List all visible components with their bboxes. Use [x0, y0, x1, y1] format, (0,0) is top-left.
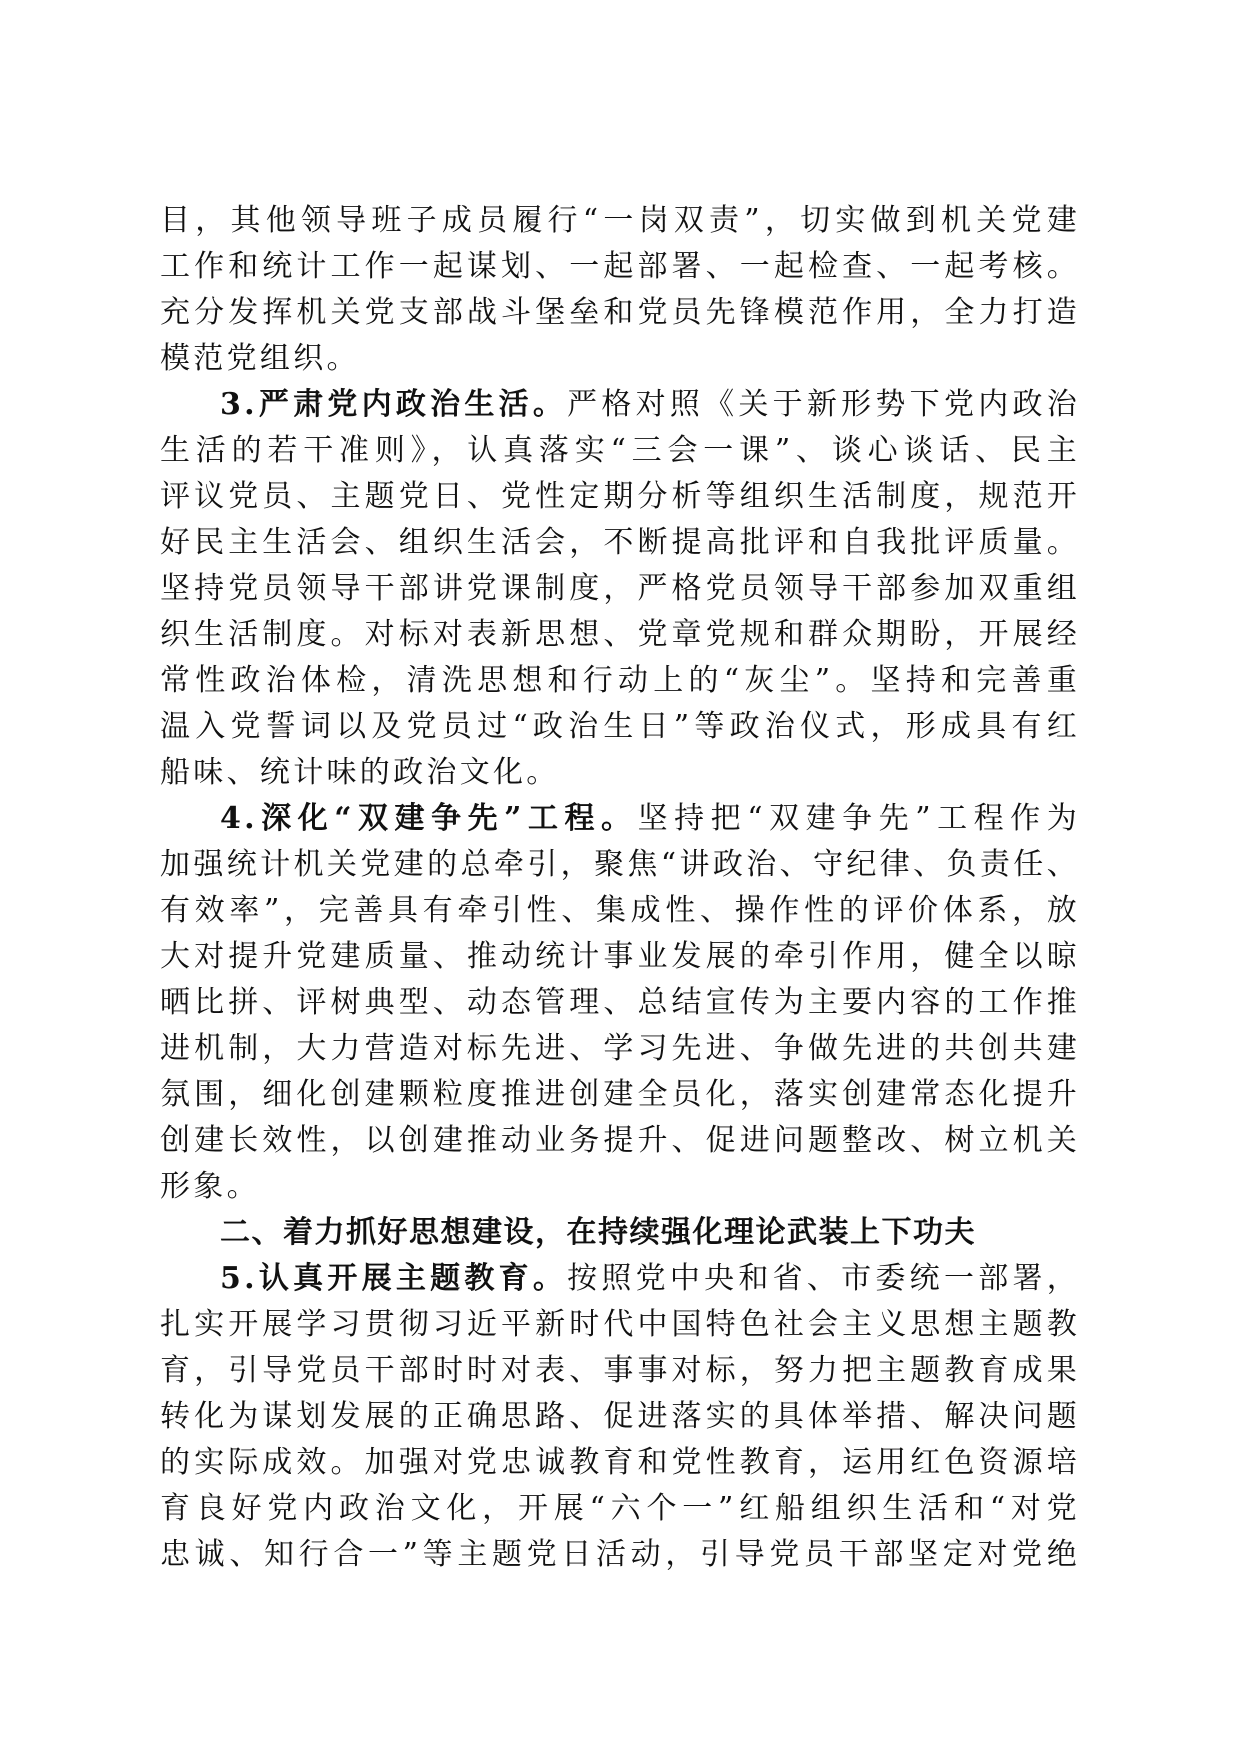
text-line: 进机制，大力营造对标先进、学习先进、争做先进的共创共建	[160, 1031, 1080, 1066]
item-heading: 3.严肃党内政治生活。	[220, 387, 568, 422]
paragraph	[160, 1256, 1080, 1578]
text-run: 严格对照《关于新形势下党内政治	[567, 387, 1080, 422]
text-line: 育良好党内政治文化，开展“六个一”红船组织生活和“对党	[160, 1491, 1080, 1526]
text-line	[160, 1256, 1080, 1302]
text-line: 创建长效性，以创建推动业务提升、促进问题整改、树立机关	[160, 1123, 1080, 1158]
text-line: 织生活制度。对标对表新思想、党章党规和群众期盼，开展经	[160, 617, 1080, 652]
text-line: 扎实开展学习贯彻习近平新时代中国特色社会主义思想主题教	[160, 1307, 1080, 1342]
text-line: 船味、统计味的政治文化。	[160, 755, 560, 790]
text-line: 育，引导党员干部时时对表、事事对标，努力把主题教育成果	[160, 1353, 1080, 1388]
item-heading: 5.认真开展主题教育。	[220, 1261, 568, 1296]
section-heading: 二、着力抓好思想建设，在持续强化理论武装上下功夫	[220, 1215, 976, 1250]
text-line: 目，其他领导班子成员履行“一岗双责”，切实做到机关党建	[160, 203, 1080, 238]
text-run: 坚持把“双建争先”工程作为	[637, 801, 1080, 836]
text-line: 忠诚、知行合一”等主题党日活动，引导党员干部坚定对党绝	[160, 1537, 1080, 1572]
text-line: 坚持党员领导干部讲党课制度，严格党员领导干部参加双重组	[160, 571, 1080, 606]
text-line: 好民主生活会、组织生活会，不断提高批评和自我批评质量。	[160, 525, 1080, 560]
text-line: 加强统计机关党建的总牵引，聚焦“讲政治、守纪律、负责任、	[160, 847, 1080, 882]
text-line: 有效率”，完善具有牵引性、集成性、操作性的评价体系，放	[160, 893, 1080, 928]
paragraph	[160, 198, 1080, 382]
text-line: 生活的若干准则》，认真落实“三会一课”、谈心谈话、民主	[160, 433, 1080, 468]
text-line: 的实际成效。加强对党忠诚教育和党性教育，运用红色资源培	[160, 1445, 1080, 1480]
text-line: 大对提升党建质量、推动统计事业发展的牵引作用，健全以晾	[160, 939, 1080, 974]
text-line: 温入党誓词以及党员过“政治生日”等政治仪式，形成具有红	[160, 709, 1080, 744]
text-line: 常性政治体检，清洗思想和行动上的“灰尘”。坚持和完善重	[160, 663, 1080, 698]
text-line: 评议党员、主题党日、党性定期分析等组织生活制度，规范开	[160, 479, 1080, 514]
item-heading: 4.深化“双建争先”工程。	[220, 801, 638, 836]
text-line: 转化为谋划发展的正确思路、促进落实的具体举措、解决问题	[160, 1399, 1080, 1434]
paragraph	[160, 382, 1080, 796]
paragraph	[160, 796, 1080, 1210]
text-line: 形象。	[160, 1169, 260, 1204]
text-line: 工作和统计工作一起谋划、一起部署、一起检查、一起考核。	[160, 249, 1080, 284]
text-run: 按照党中央和省、市委统一部署，	[567, 1261, 1080, 1296]
text-line	[160, 382, 1080, 428]
text-line: 充分发挥机关党支部战斗堡垒和党员先锋模范作用，全力打造	[160, 295, 1080, 330]
document-page	[160, 198, 1080, 1578]
text-line: 氛围，细化创建颗粒度推进创建全员化，落实创建常态化提升	[160, 1077, 1080, 1112]
text-line: 模范党组织。	[160, 341, 360, 376]
text-line: 晒比拼、评树典型、动态管理、总结宣传为主要内容的工作推	[160, 985, 1080, 1020]
text-line	[160, 796, 1080, 842]
